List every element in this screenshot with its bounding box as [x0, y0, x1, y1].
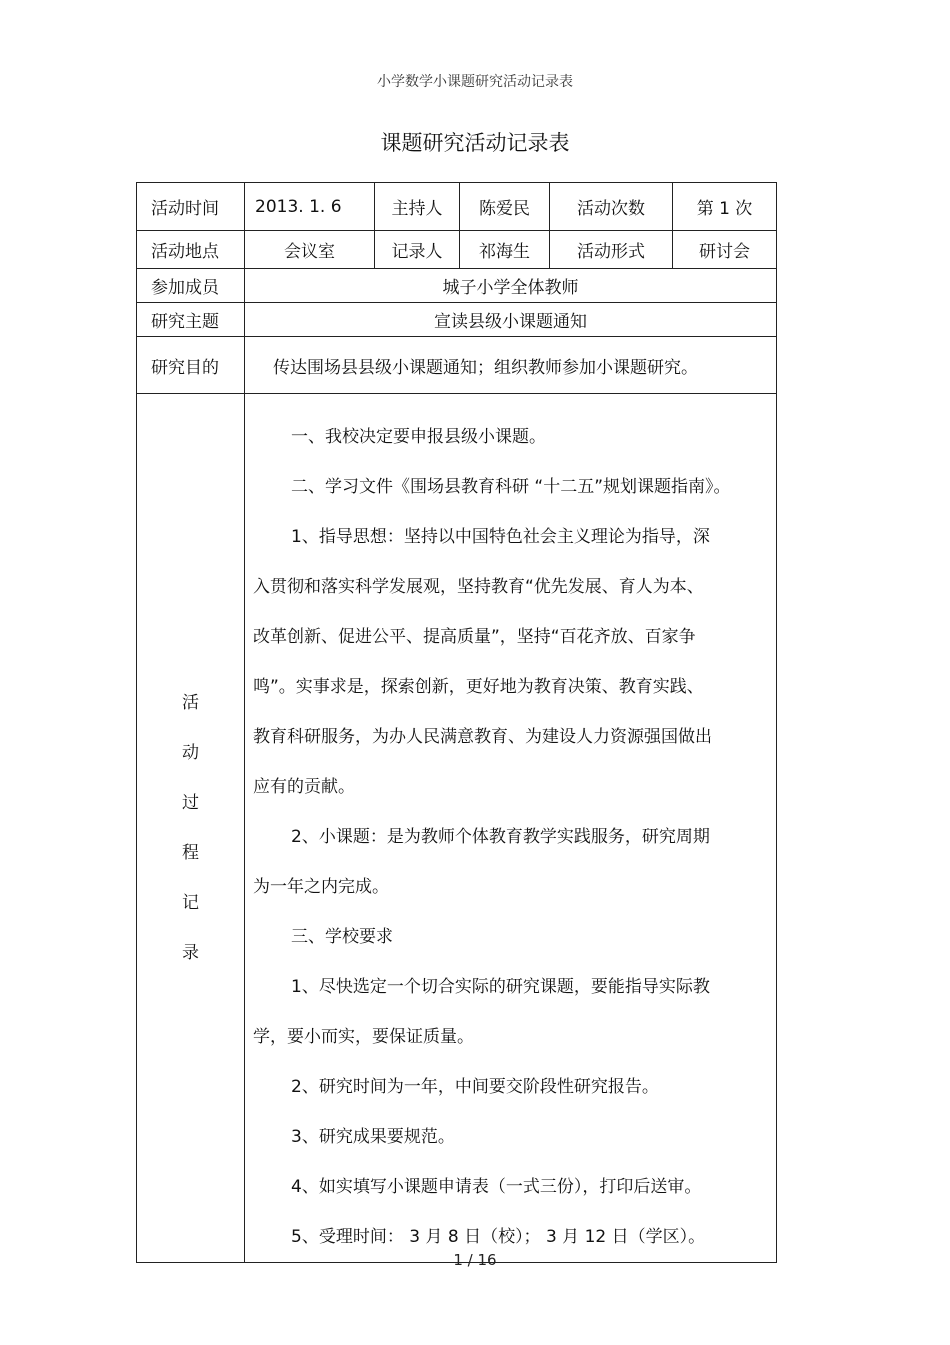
process-label-char: 过	[182, 793, 199, 813]
purpose-label: 研究目的	[137, 337, 245, 394]
process-content-cell	[245, 394, 777, 1263]
table-row	[137, 231, 777, 269]
process-line: 鸣”。实事求是，探索创新，更好地为教育决策、教育实践、	[253, 677, 704, 697]
process-line: 教育科研服务，为办人民满意教育、为建设人力资源强国做出	[253, 727, 712, 747]
table-row	[137, 394, 777, 1263]
table-row	[137, 183, 777, 231]
process-label-char: 动	[182, 743, 199, 763]
activity-form-value: 研讨会	[673, 231, 777, 269]
table-row	[137, 337, 777, 394]
activity-count-label: 活动次数	[550, 183, 673, 231]
process-line: 学，要小而实，要保证质量。	[253, 1027, 474, 1047]
process-line: 改革创新、促进公平、提高质量”，坚持“百花齐放、百家争	[253, 627, 696, 647]
process-line: 为一年之内完成。	[253, 877, 389, 897]
activity-count-value: 第 1 次	[673, 183, 777, 231]
table-row	[137, 269, 777, 303]
process-line: 1、尽快选定一个切合实际的研究课题，要能指导实际教	[291, 977, 710, 997]
topic-label: 研究主题	[137, 303, 245, 337]
page-number: 1 / 16	[453, 1251, 497, 1269]
process-label-char: 录	[182, 943, 199, 963]
members-label: 参加成员	[137, 269, 245, 303]
process-label-cell	[137, 394, 245, 1263]
process-line: 3、研究成果要规范。	[291, 1127, 455, 1147]
running-header: 小学数学小课题研究活动记录表	[377, 74, 573, 90]
host-label: 主持人	[375, 183, 460, 231]
activity-place-value: 会议室	[245, 231, 375, 269]
process-label-char: 记	[182, 893, 199, 913]
activity-time-value: 2013. 1. 6	[245, 183, 375, 231]
document-title: 课题研究活动记录表	[380, 131, 570, 155]
process-label-char: 活	[182, 693, 199, 713]
purpose-value: 传达围场县县级小课题通知；组织教师参加小课题研究。	[245, 337, 777, 394]
process-line: 入贯彻和落实科学发展观，坚持教育“优先发展、育人为本、	[253, 577, 704, 597]
process-line: 5、受理时间： 3 月 8 日（校）； 3 月 12 日（学区）。	[291, 1227, 706, 1247]
process-line: 1、指导思想：坚持以中国特色社会主义理论为指导，深	[291, 527, 710, 547]
process-label-char: 程	[182, 843, 199, 863]
process-line: 三、学校要求	[291, 927, 393, 947]
process-vertical-label	[137, 678, 244, 978]
activity-record-table	[136, 182, 777, 1263]
topic-value: 宣读县级小课题通知	[245, 303, 777, 337]
recorder-value: 祁海生	[460, 231, 550, 269]
activity-form-label: 活动形式	[550, 231, 673, 269]
members-value: 城子小学全体教师	[245, 269, 777, 303]
recorder-label: 记录人	[375, 231, 460, 269]
activity-place-label: 活动地点	[137, 231, 245, 269]
activity-time-label: 活动时间	[137, 183, 245, 231]
host-value: 陈爱民	[460, 183, 550, 231]
process-line: 一、我校决定要申报县级小课题。	[291, 427, 546, 447]
process-text	[245, 394, 776, 1262]
process-line: 应有的贡献。	[253, 777, 355, 797]
process-line: 二、学习文件《围场县教育科研 “十二五”规划课题指南》。	[291, 477, 731, 497]
table-row	[137, 303, 777, 337]
process-line: 4、如实填写小课题申请表（一式三份），打印后送审。	[291, 1177, 702, 1197]
process-line: 2、研究时间为一年，中间要交阶段性研究报告。	[291, 1077, 659, 1097]
process-line: 2、小课题：是为教师个体教育教学实践服务，研究周期	[291, 827, 710, 847]
